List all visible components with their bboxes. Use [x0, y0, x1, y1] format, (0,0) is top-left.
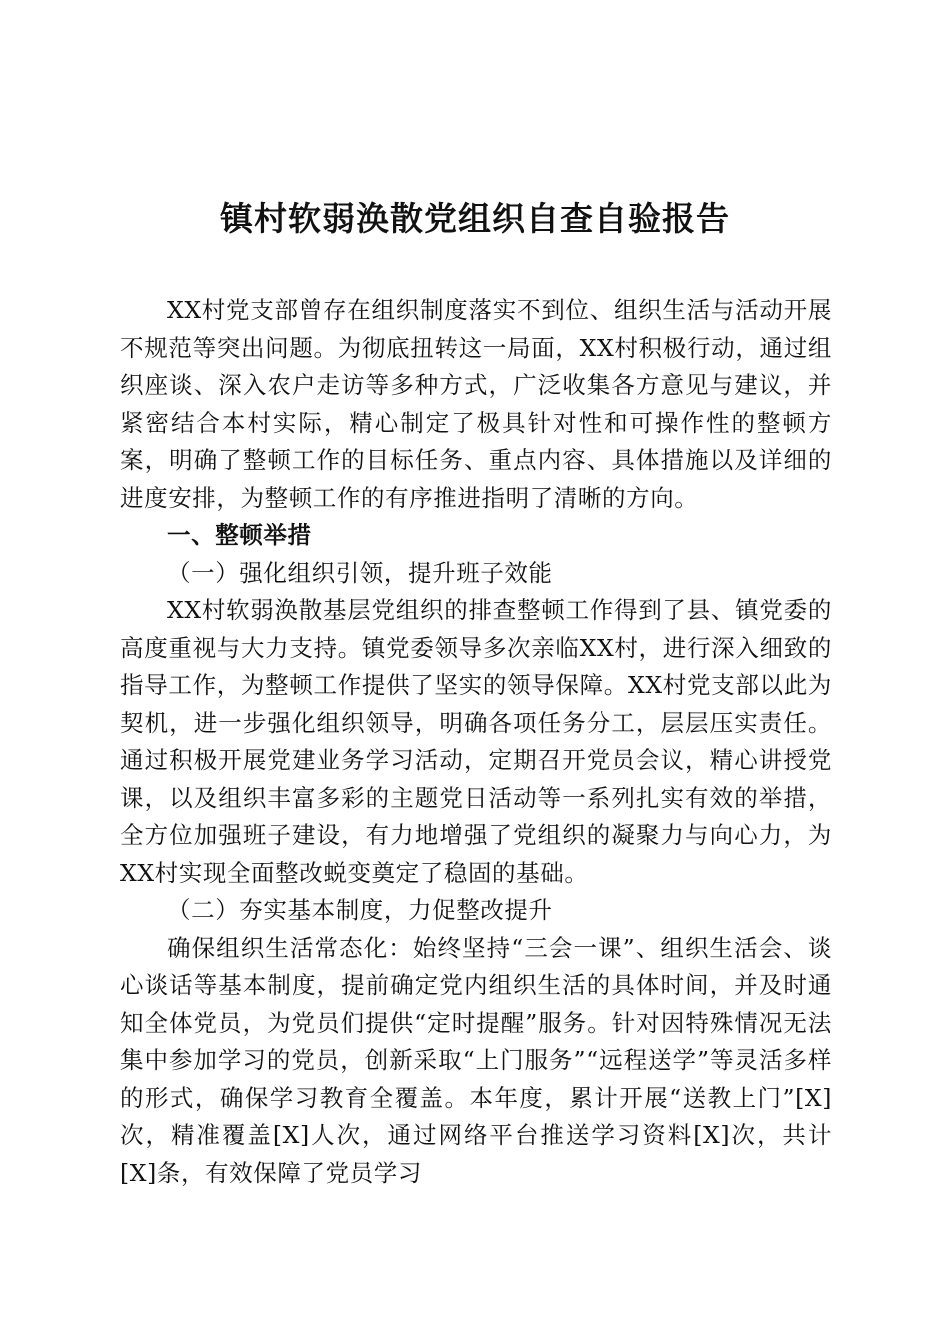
document-title: 镇村软弱涣散党组织自查自验报告 [220, 199, 730, 238]
subsection-heading-2: （二）夯实基本制度，力促整改提升 [167, 896, 553, 924]
section-heading-measures: 一、整顿举措 [167, 521, 312, 549]
document-body [120, 292, 832, 1192]
subsection-2-paragraph: 确保组织生活常态化：始终坚持“三会一课”、组织生活会、谈心谈话等基本制度，提前确定党内组织生活的具体时间，并及时通知全体党员，为党员们提供“定时提醒”服务。针对因特殊情况无法集中参加学习的党员，创新采取“上门服务”“远程送学”等灵活多样的形式，确保学习教育全覆盖。本年度，累计开展“送教上门”[X]次，精准覆盖[X]人次，通过网络平台推送学习资料[X]次，共计[X]条，有效保障了党员学习 [120, 933, 832, 1187]
intro-paragraph: XX村党支部曾存在组织制度落实不到位、组织生活与活动开展不规范等突出问题。为彻底扭转这一局面，XX村积极行动，通过组织座谈、深入农户走访等多种方式，广泛收集各方意见与建议，并紧密结合本村实际，精心制定了极具针对性和可操作性的整顿方案，明确了整顿工作的目标任务、重点内容、具体措施以及详细的进度安排，为整顿工作的有序推进指明了清晰的方向。 [120, 296, 832, 512]
subsection-1-paragraph: XX村软弱涣散基层党组织的排查整顿工作得到了县、镇党委的高度重视与大力支持。镇党委领导多次亲临XX村，进行深入细致的指导工作，为整顿工作提供了坚实的领导保障。XX村党支部以此为契机，进一步强化组织领导，明确各项任务分工，层层压实责任。通过积极开展党建业务学习活动，定期召开党员会议，精心讲授党课，以及组织丰富多彩的主题党日活动等一系列扎实有效的举措，全方位加强班子建设，有力地增强了党组织的凝聚力与向心力，为XX村实现全面整改蜕变奠定了稳固的基础。 [120, 596, 832, 887]
subsection-heading-1: （一）强化组织引领，提升班子效能 [167, 558, 553, 587]
